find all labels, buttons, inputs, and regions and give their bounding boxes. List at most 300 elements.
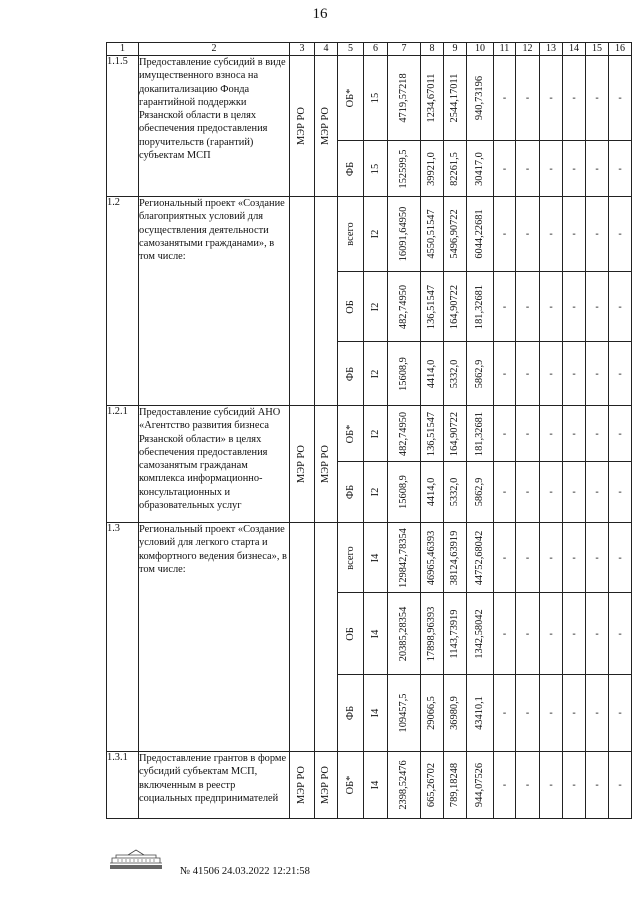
empty-year-cell <box>563 675 586 752</box>
amount-value: 15608,9 <box>398 356 409 391</box>
empty-year-cell <box>540 342 563 406</box>
funding-source: ОБ* <box>344 88 356 108</box>
funding-source-cell <box>338 462 364 523</box>
empty-mark: - <box>618 552 622 563</box>
project-code: I4 <box>369 553 381 562</box>
empty-mark: - <box>502 486 507 498</box>
empty-mark: - <box>502 552 507 563</box>
amount-cell <box>444 675 467 752</box>
amount-cell <box>421 342 444 406</box>
funding-source: ФБ <box>344 705 356 721</box>
empty-year-cell <box>516 56 540 141</box>
item-description: Региональный проект «Создание благоприятных условий для осуществления деятельности самозанятыми гражданами», в том числе: <box>139 197 290 406</box>
amount-cell <box>444 141 467 197</box>
empty-year-cell <box>609 523 632 593</box>
empty-year-cell <box>540 752 563 819</box>
table-row <box>107 56 632 141</box>
empty-mark: - <box>502 228 507 240</box>
empty-year-cell <box>609 272 632 342</box>
project-code: I2 <box>369 487 381 497</box>
header-cell: 3 <box>290 43 315 56</box>
empty-mark: - <box>572 628 576 639</box>
empty-year-cell <box>540 523 563 593</box>
header-cell: 16 <box>609 43 632 56</box>
empty-mark: - <box>502 368 507 379</box>
funding-source: ОБ <box>344 299 356 314</box>
empty-mark: - <box>525 707 530 719</box>
project-code: I2 <box>369 302 381 311</box>
empty-year-cell <box>494 272 516 342</box>
empty-mark: - <box>525 628 530 639</box>
empty-mark: - <box>595 628 599 639</box>
project-code-cell <box>364 523 388 593</box>
empty-mark: - <box>572 486 576 498</box>
empty-year-cell <box>540 406 563 462</box>
empty-mark: - <box>618 779 622 791</box>
header-cell: 14 <box>563 43 586 56</box>
amount-cell <box>421 141 444 197</box>
project-code-cell <box>364 406 388 462</box>
empty-mark: - <box>572 163 576 174</box>
funding-source: ОБ <box>344 626 356 641</box>
empty-mark: - <box>595 92 599 104</box>
amount-value: 20385,28354 <box>398 606 409 661</box>
amount-value: 2398,52476 <box>398 760 409 810</box>
amount-cell <box>444 342 467 406</box>
empty-year-cell <box>516 141 540 197</box>
empty-year-cell <box>516 197 540 272</box>
empty-year-cell <box>586 406 609 462</box>
executor-cell <box>290 752 315 819</box>
amount-value: 482,74950 <box>398 411 409 456</box>
project-code-cell <box>364 272 388 342</box>
executor-label: МЭР РО <box>296 445 307 483</box>
amount-cell <box>421 406 444 462</box>
amount-value: 4719,57218 <box>398 73 409 123</box>
table-row <box>107 752 632 819</box>
project-code-cell <box>364 593 388 675</box>
empty-year-cell <box>494 523 516 593</box>
empty-year-cell <box>586 141 609 197</box>
empty-year-cell <box>494 197 516 272</box>
empty-mark: - <box>549 428 553 439</box>
empty-year-cell <box>563 406 586 462</box>
table-row <box>107 523 632 593</box>
amount-cell <box>388 406 421 462</box>
empty-mark: - <box>595 779 599 791</box>
funding-source: ФБ <box>344 484 356 500</box>
empty-mark: - <box>618 628 622 639</box>
empty-year-cell <box>563 523 586 593</box>
empty-mark: - <box>502 92 507 104</box>
empty-mark: - <box>502 628 507 639</box>
amount-cell <box>421 523 444 593</box>
page-number: 16 <box>312 6 328 22</box>
empty-year-cell <box>586 593 609 675</box>
amount-value: 4414,0 <box>426 359 437 388</box>
empty-year-cell <box>563 272 586 342</box>
funding-source-cell <box>338 406 364 462</box>
funding-source-cell <box>338 141 364 197</box>
amount-value: 1143,73919 <box>449 609 460 658</box>
amount-value: 1234,67011 <box>426 73 437 123</box>
empty-mark: - <box>525 228 530 240</box>
empty-year-cell <box>540 462 563 523</box>
empty-mark: - <box>618 301 622 312</box>
amount-value: 5332,0 <box>449 359 460 388</box>
funding-source: ФБ <box>344 366 356 381</box>
amount-value: 944,07526 <box>474 762 485 808</box>
header-cell: 7 <box>388 43 421 56</box>
amount-value: 1342,58042 <box>474 608 485 659</box>
empty-mark: - <box>549 707 553 719</box>
amount-value: 4414,0 <box>426 477 437 507</box>
empty-mark: - <box>549 92 553 104</box>
amount-value: 38124,63919 <box>449 530 460 585</box>
amount-cell <box>467 141 494 197</box>
amount-cell <box>421 462 444 523</box>
amount-cell <box>421 752 444 819</box>
header-cell: 8 <box>421 43 444 56</box>
amount-value: 2544,17011 <box>449 73 460 123</box>
empty-year-cell <box>586 197 609 272</box>
empty-year-cell <box>586 462 609 523</box>
table-row <box>107 406 632 462</box>
registration-footer: № 41506 24.03.2022 12:21:58 <box>180 866 310 877</box>
amount-cell <box>467 197 494 272</box>
registry-stamp-icon <box>106 846 166 872</box>
empty-year-cell <box>540 56 563 141</box>
empty-mark: - <box>595 368 599 379</box>
amount-value: 44752,68042 <box>474 530 485 585</box>
header-cell: 13 <box>540 43 563 56</box>
empty-year-cell <box>494 56 516 141</box>
empty-mark: - <box>572 552 576 563</box>
amount-cell <box>421 56 444 141</box>
amount-cell <box>421 675 444 752</box>
empty-mark: - <box>618 368 622 379</box>
empty-year-cell <box>563 141 586 197</box>
header-cell: 5 <box>338 43 364 56</box>
empty-mark: - <box>525 428 530 439</box>
header-cell: 2 <box>139 43 290 56</box>
amount-value: 789,18248 <box>449 762 460 808</box>
project-code: I2 <box>369 369 381 378</box>
budget-table <box>106 42 632 819</box>
item-description: Региональный проект «Создание условий для легкого старта и комфортного ведения бизнеса», в том числе: <box>139 523 290 752</box>
empty-mark: - <box>525 301 530 312</box>
empty-year-cell <box>516 593 540 675</box>
project-code: 15 <box>369 92 381 104</box>
project-code-cell <box>364 141 388 197</box>
amount-cell <box>388 197 421 272</box>
funding-source: всего <box>344 222 356 246</box>
amount-cell <box>444 752 467 819</box>
amount-value: 940,73196 <box>474 75 485 121</box>
executor-cell <box>290 56 315 197</box>
item-description: Предоставление субсидий в виде имущественного взноса на докапитализацию Фонда гарантийной поддержки Рязанской области в целях обеспечения предоставления поручительств (гарантий) субъектам МСП <box>139 56 290 197</box>
amount-value: 4550,51547 <box>426 209 437 259</box>
item-description: Предоставление грантов в форме субсидий субъектам МСП, включенным в реестр социальных предпринимателей <box>139 752 290 819</box>
empty-mark: - <box>549 368 553 379</box>
amount-value: 30417,0 <box>474 151 485 186</box>
project-code-cell <box>364 342 388 406</box>
amount-cell <box>388 593 421 675</box>
amount-cell <box>467 523 494 593</box>
amount-value: 5332,0 <box>449 477 460 507</box>
amount-value: 43410,1 <box>474 696 485 730</box>
empty-year-cell <box>586 56 609 141</box>
empty-year-cell <box>563 462 586 523</box>
amount-cell <box>388 141 421 197</box>
project-code: I4 <box>369 780 381 790</box>
funding-source-cell <box>338 272 364 342</box>
funding-source-cell <box>338 56 364 141</box>
amount-value: 5496,90722 <box>449 209 460 259</box>
amount-cell <box>388 752 421 819</box>
empty-year-cell <box>609 462 632 523</box>
header-cell: 12 <box>516 43 540 56</box>
header-cell: 1 <box>107 43 139 56</box>
item-number: 1.2.1 <box>107 406 139 523</box>
funding-source-cell <box>338 752 364 819</box>
empty-year-cell <box>563 197 586 272</box>
project-code-cell <box>364 752 388 819</box>
empty-mark: - <box>549 779 553 791</box>
coexecutor-cell <box>315 523 338 752</box>
empty-year-cell <box>494 462 516 523</box>
amount-value: 129842,78354 <box>398 527 409 588</box>
empty-year-cell <box>609 593 632 675</box>
amount-value: 82261,5 <box>449 151 460 186</box>
amount-cell <box>467 56 494 141</box>
header-cell: 6 <box>364 43 388 56</box>
empty-mark: - <box>502 301 507 312</box>
amount-value: 46965,46393 <box>426 530 437 585</box>
amount-value: 16091,64950 <box>398 206 409 262</box>
executor-cell <box>290 197 315 406</box>
empty-year-cell <box>609 752 632 819</box>
empty-mark: - <box>572 368 576 379</box>
empty-year-cell <box>494 752 516 819</box>
amount-cell <box>388 342 421 406</box>
amount-value: 136,51547 <box>426 284 437 329</box>
amount-cell <box>421 272 444 342</box>
amount-value: 5862,9 <box>474 477 485 507</box>
empty-mark: - <box>549 628 553 639</box>
item-description: Предоставление субсидий АНО «Агентство развития бизнеса Рязанской области» в целях обеспечения предоставления самозанятым гражданам комплекса информационно-консультационных и образовательных услуг <box>139 406 290 523</box>
funding-source-cell <box>338 523 364 593</box>
empty-mark: - <box>525 368 530 379</box>
empty-mark: - <box>572 707 576 719</box>
empty-mark: - <box>502 163 507 174</box>
item-number: 1.1.5 <box>107 56 139 197</box>
empty-year-cell <box>516 462 540 523</box>
header-cell: 11 <box>494 43 516 56</box>
amount-value: 665,26702 <box>426 762 437 808</box>
amount-cell <box>388 675 421 752</box>
empty-year-cell <box>563 593 586 675</box>
empty-mark: - <box>595 301 599 312</box>
empty-year-cell <box>609 406 632 462</box>
empty-mark: - <box>618 428 622 439</box>
amount-value: 136,51547 <box>426 411 437 456</box>
empty-mark: - <box>549 163 553 174</box>
funding-source: всего <box>344 545 356 570</box>
empty-year-cell <box>516 342 540 406</box>
empty-mark: - <box>549 301 553 312</box>
amount-value: 17898,96393 <box>426 606 437 661</box>
amount-value: 152599,5 <box>398 149 409 188</box>
header-cell: 15 <box>586 43 609 56</box>
item-number: 1.2 <box>107 197 139 406</box>
empty-year-cell <box>586 342 609 406</box>
empty-year-cell <box>494 342 516 406</box>
empty-year-cell <box>516 752 540 819</box>
empty-mark: - <box>618 163 622 174</box>
empty-mark: - <box>595 552 599 563</box>
amount-value: 482,74950 <box>398 284 409 329</box>
funding-source: ФБ <box>344 161 356 176</box>
empty-year-cell <box>494 141 516 197</box>
amount-value: 164,90722 <box>449 411 460 456</box>
amount-cell <box>467 752 494 819</box>
project-code: I2 <box>369 429 381 438</box>
amount-value: 36980,9 <box>449 696 460 730</box>
header-cell: 9 <box>444 43 467 56</box>
amount-cell <box>467 462 494 523</box>
empty-mark: - <box>572 301 576 312</box>
amount-cell <box>467 675 494 752</box>
empty-year-cell <box>609 56 632 141</box>
amount-cell <box>421 593 444 675</box>
empty-year-cell <box>494 675 516 752</box>
project-code-cell <box>364 462 388 523</box>
empty-mark: - <box>525 486 530 498</box>
amount-value: 109457,5 <box>398 693 409 733</box>
funding-source-cell <box>338 593 364 675</box>
empty-mark: - <box>549 228 553 240</box>
empty-mark: - <box>549 552 553 563</box>
empty-mark: - <box>572 428 576 439</box>
empty-mark: - <box>525 779 530 791</box>
funding-source-cell <box>338 197 364 272</box>
amount-cell <box>421 197 444 272</box>
empty-year-cell <box>609 675 632 752</box>
empty-mark: - <box>502 707 507 719</box>
empty-mark: - <box>525 163 530 174</box>
empty-mark: - <box>595 707 599 719</box>
coexecutor-cell <box>315 197 338 406</box>
amount-cell <box>444 406 467 462</box>
amount-value: 181,32681 <box>474 284 485 329</box>
empty-year-cell <box>494 406 516 462</box>
empty-year-cell <box>540 197 563 272</box>
project-code-cell <box>364 56 388 141</box>
empty-year-cell <box>563 752 586 819</box>
empty-mark: - <box>595 486 599 498</box>
coexecutor-cell <box>315 406 338 523</box>
amount-cell <box>388 523 421 593</box>
funding-source-cell <box>338 342 364 406</box>
project-code-cell <box>364 675 388 752</box>
empty-year-cell <box>494 593 516 675</box>
coexecutor-label: МЭР РО <box>320 766 331 804</box>
coexecutor-cell <box>315 56 338 197</box>
empty-mark: - <box>525 92 530 104</box>
coexecutor-label: МЭР РО <box>320 445 331 483</box>
empty-year-cell <box>540 675 563 752</box>
empty-mark: - <box>595 228 599 240</box>
project-code: I2 <box>369 229 381 239</box>
empty-year-cell <box>563 342 586 406</box>
executor-cell <box>290 523 315 752</box>
project-code: I4 <box>369 629 381 638</box>
amount-value: 29066,5 <box>426 696 437 730</box>
coexecutor-label: МЭР РО <box>320 107 331 145</box>
amount-value: 39921,0 <box>426 151 437 186</box>
empty-mark: - <box>595 428 599 439</box>
empty-year-cell <box>540 272 563 342</box>
empty-mark: - <box>618 228 622 240</box>
amount-value: 181,32681 <box>474 411 485 456</box>
item-number: 1.3.1 <box>107 752 139 819</box>
empty-year-cell <box>609 141 632 197</box>
amount-cell <box>444 462 467 523</box>
amount-value: 164,90722 <box>449 284 460 329</box>
empty-year-cell <box>609 342 632 406</box>
amount-cell <box>467 342 494 406</box>
empty-mark: - <box>525 552 530 563</box>
empty-year-cell <box>586 523 609 593</box>
executor-label: МЭР РО <box>296 107 307 145</box>
empty-mark: - <box>502 428 507 439</box>
amount-cell <box>467 593 494 675</box>
project-code: 15 <box>369 163 381 174</box>
amount-cell <box>467 272 494 342</box>
project-code: I4 <box>369 708 381 718</box>
amount-cell <box>388 56 421 141</box>
empty-mark: - <box>549 486 553 498</box>
amount-cell <box>388 272 421 342</box>
empty-year-cell <box>609 197 632 272</box>
empty-year-cell <box>516 675 540 752</box>
column-number-header <box>107 43 632 56</box>
amount-value: 5862,9 <box>474 359 485 388</box>
header-cell: 4 <box>315 43 338 56</box>
empty-year-cell <box>540 141 563 197</box>
empty-mark: - <box>572 92 576 104</box>
project-code-cell <box>364 197 388 272</box>
amount-value: 6044,22681 <box>474 209 485 259</box>
empty-year-cell <box>563 56 586 141</box>
amount-cell <box>388 462 421 523</box>
funding-source: ОБ* <box>344 424 356 443</box>
item-number: 1.3 <box>107 523 139 752</box>
amount-value: 15608,9 <box>398 475 409 509</box>
amount-cell <box>467 406 494 462</box>
empty-mark: - <box>618 92 622 104</box>
empty-year-cell <box>516 272 540 342</box>
empty-mark: - <box>572 779 576 791</box>
empty-year-cell <box>586 752 609 819</box>
amount-cell <box>444 272 467 342</box>
empty-mark: - <box>618 486 622 498</box>
coexecutor-cell <box>315 752 338 819</box>
empty-year-cell <box>540 593 563 675</box>
amount-cell <box>444 56 467 141</box>
header-cell: 10 <box>467 43 494 56</box>
